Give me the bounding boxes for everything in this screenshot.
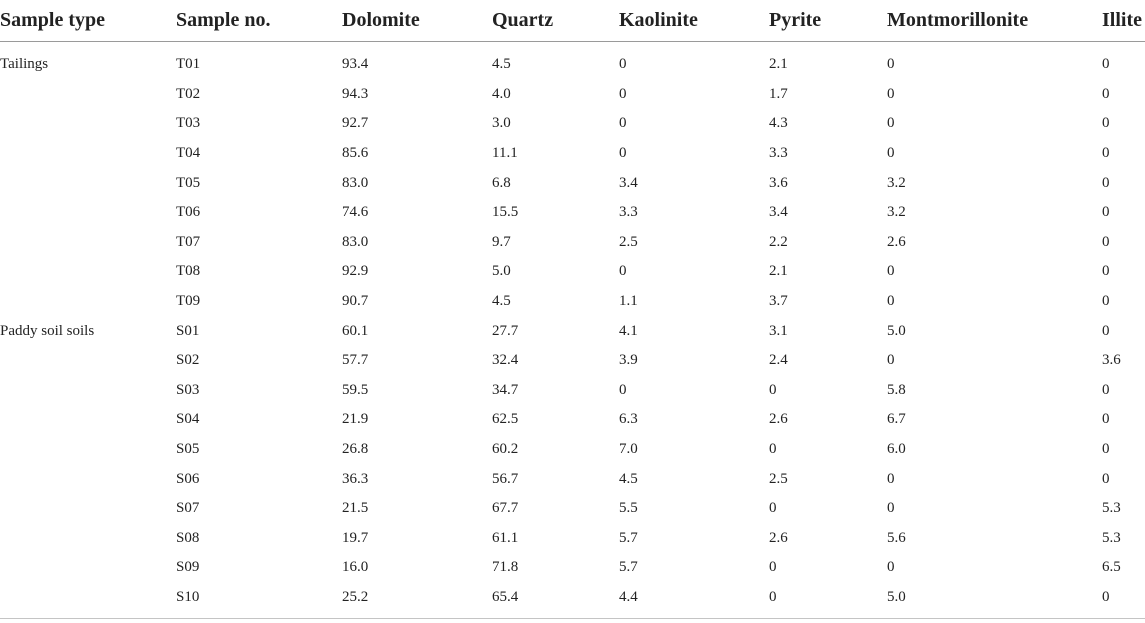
column-header-sample-type: Sample type xyxy=(0,9,105,31)
cell-pyrite: 2.6 xyxy=(769,529,788,546)
cell-montmorillonite: 5.0 xyxy=(887,322,906,339)
cell-dolomite: 19.7 xyxy=(342,529,369,546)
cell-pyrite: 0 xyxy=(769,441,777,458)
cell-pyrite: 0 xyxy=(769,588,777,605)
table-row xyxy=(0,376,1145,406)
cell-dolomite: 21.5 xyxy=(342,500,369,517)
cell-quartz: 67.7 xyxy=(492,500,519,517)
cell-quartz: 34.7 xyxy=(492,381,519,398)
cell-pyrite: 3.4 xyxy=(769,204,788,221)
cell-sample-no: T04 xyxy=(176,145,201,162)
cell-illite: 0 xyxy=(1102,381,1110,398)
cell-illite: 0 xyxy=(1102,115,1110,132)
cell-illite: 0 xyxy=(1102,204,1110,221)
cell-pyrite: 1.7 xyxy=(769,85,788,102)
cell-kaolinite: 4.1 xyxy=(619,322,638,339)
cell-pyrite: 0 xyxy=(769,381,777,398)
cell-sample-no: T03 xyxy=(176,115,201,132)
table-row xyxy=(0,42,1145,80)
cell-kaolinite: 5.5 xyxy=(619,500,638,517)
cell-quartz: 61.1 xyxy=(492,529,519,546)
cell-pyrite: 2.4 xyxy=(769,352,788,369)
cell-kaolinite: 5.7 xyxy=(619,559,638,576)
cell-montmorillonite: 3.2 xyxy=(887,174,906,191)
cell-montmorillonite: 0 xyxy=(887,115,895,132)
table-row xyxy=(0,435,1145,465)
cell-dolomite: 93.4 xyxy=(342,56,369,73)
cell-kaolinite: 3.3 xyxy=(619,204,638,221)
cell-kaolinite: 0 xyxy=(619,85,627,102)
table-row xyxy=(0,583,1145,619)
column-header-dolomite: Dolomite xyxy=(342,9,420,31)
cell-sample-type xyxy=(0,405,176,435)
cell-illite: 0 xyxy=(1102,470,1110,487)
column-header-pyrite: Pyrite xyxy=(769,9,822,31)
cell-montmorillonite: 3.2 xyxy=(887,204,906,221)
cell-illite: 0 xyxy=(1102,263,1110,280)
cell-sample-type xyxy=(0,257,176,287)
table-row xyxy=(0,346,1145,376)
cell-sample-no: S02 xyxy=(176,352,200,369)
cell-dolomite: 36.3 xyxy=(342,470,369,487)
cell-dolomite: 90.7 xyxy=(342,293,369,310)
cell-illite: 0 xyxy=(1102,233,1110,250)
column-header-illite: Illite xyxy=(1102,9,1142,31)
cell-dolomite: 92.9 xyxy=(342,263,369,280)
cell-quartz: 6.8 xyxy=(492,174,511,191)
cell-sample-type xyxy=(0,346,176,376)
cell-sample-no: S10 xyxy=(176,588,200,605)
cell-pyrite: 4.3 xyxy=(769,115,788,132)
table-row xyxy=(0,228,1145,258)
table-row xyxy=(0,464,1145,494)
cell-montmorillonite: 5.0 xyxy=(887,588,906,605)
cell-sample-no: S03 xyxy=(176,381,200,398)
cell-sample-no: T01 xyxy=(176,56,201,73)
cell-kaolinite: 0 xyxy=(619,381,627,398)
cell-pyrite: 2.1 xyxy=(769,263,788,280)
table-header-row xyxy=(0,0,1145,42)
cell-sample-type: Paddy soil soils xyxy=(0,322,95,339)
cell-dolomite: 25.2 xyxy=(342,588,369,605)
cell-sample-no: T09 xyxy=(176,293,201,310)
table-row xyxy=(0,494,1145,524)
cell-sample-type xyxy=(0,464,176,494)
cell-sample-type xyxy=(0,228,176,258)
cell-dolomite: 21.9 xyxy=(342,411,369,428)
cell-kaolinite: 0 xyxy=(619,263,627,280)
cell-kaolinite: 4.5 xyxy=(619,470,638,487)
cell-kaolinite: 0 xyxy=(619,115,627,132)
cell-quartz: 4.0 xyxy=(492,85,511,102)
cell-kaolinite: 1.1 xyxy=(619,293,638,310)
cell-dolomite: 92.7 xyxy=(342,115,369,132)
table-row xyxy=(0,316,1145,346)
cell-pyrite: 2.5 xyxy=(769,470,788,487)
cell-illite: 0 xyxy=(1102,56,1110,73)
cell-dolomite: 26.8 xyxy=(342,441,369,458)
cell-pyrite: 3.1 xyxy=(769,322,788,339)
cell-kaolinite: 4.4 xyxy=(619,588,638,605)
cell-illite: 6.5 xyxy=(1102,559,1121,576)
cell-pyrite: 2.2 xyxy=(769,233,788,250)
cell-illite: 3.6 xyxy=(1102,352,1121,369)
cell-dolomite: 16.0 xyxy=(342,559,369,576)
cell-quartz: 56.7 xyxy=(492,470,519,487)
cell-kaolinite: 3.9 xyxy=(619,352,638,369)
cell-pyrite: 0 xyxy=(769,500,777,517)
cell-sample-type xyxy=(0,139,176,169)
cell-kaolinite: 6.3 xyxy=(619,411,638,428)
cell-quartz: 71.8 xyxy=(492,559,519,576)
cell-dolomite: 74.6 xyxy=(342,204,369,221)
cell-quartz: 11.1 xyxy=(492,145,518,162)
cell-pyrite: 3.6 xyxy=(769,174,788,191)
cell-sample-type xyxy=(0,80,176,110)
cell-sample-no: T06 xyxy=(176,204,201,221)
cell-montmorillonite: 5.6 xyxy=(887,529,906,546)
cell-sample-type xyxy=(0,109,176,139)
cell-dolomite: 57.7 xyxy=(342,352,369,369)
cell-quartz: 9.7 xyxy=(492,233,511,250)
cell-quartz: 4.5 xyxy=(492,293,511,310)
cell-pyrite: 3.3 xyxy=(769,145,788,162)
table-row xyxy=(0,198,1145,228)
cell-montmorillonite: 2.6 xyxy=(887,233,906,250)
table-row xyxy=(0,139,1145,169)
cell-montmorillonite: 0 xyxy=(887,293,895,310)
cell-kaolinite: 2.5 xyxy=(619,233,638,250)
cell-montmorillonite: 6.7 xyxy=(887,411,906,428)
cell-sample-type xyxy=(0,494,176,524)
table-row xyxy=(0,168,1145,198)
cell-kaolinite: 5.7 xyxy=(619,529,638,546)
cell-montmorillonite: 6.0 xyxy=(887,441,906,458)
cell-sample-type xyxy=(0,435,176,465)
cell-sample-no: S04 xyxy=(176,411,200,428)
cell-sample-type xyxy=(0,198,176,228)
cell-sample-no: S07 xyxy=(176,500,200,517)
cell-quartz: 62.5 xyxy=(492,411,519,428)
cell-pyrite: 2.1 xyxy=(769,56,788,73)
cell-sample-type xyxy=(0,287,176,317)
cell-quartz: 60.2 xyxy=(492,441,519,458)
cell-illite: 0 xyxy=(1102,588,1110,605)
cell-quartz: 32.4 xyxy=(492,352,519,369)
cell-illite: 5.3 xyxy=(1102,529,1121,546)
cell-montmorillonite: 0 xyxy=(887,85,895,102)
cell-sample-no: T05 xyxy=(176,174,201,191)
cell-pyrite: 0 xyxy=(769,559,777,576)
cell-illite: 0 xyxy=(1102,411,1110,428)
cell-sample-no: T08 xyxy=(176,263,201,280)
cell-montmorillonite: 0 xyxy=(887,559,895,576)
cell-illite: 0 xyxy=(1102,85,1110,102)
cell-montmorillonite: 0 xyxy=(887,470,895,487)
cell-sample-type xyxy=(0,524,176,554)
cell-dolomite: 83.0 xyxy=(342,174,369,191)
cell-sample-type xyxy=(0,168,176,198)
table-body xyxy=(0,42,1145,619)
cell-dolomite: 59.5 xyxy=(342,381,369,398)
cell-kaolinite: 0 xyxy=(619,145,627,162)
column-header-sample-no: Sample no. xyxy=(176,9,271,31)
cell-illite: 0 xyxy=(1102,145,1110,162)
cell-sample-type: Tailings xyxy=(0,56,49,73)
cell-quartz: 15.5 xyxy=(492,204,519,221)
cell-sample-no: S09 xyxy=(176,559,200,576)
cell-illite: 0 xyxy=(1102,441,1110,458)
cell-dolomite: 60.1 xyxy=(342,322,369,339)
cell-sample-no: T07 xyxy=(176,233,201,250)
cell-montmorillonite: 0 xyxy=(887,145,895,162)
cell-sample-no: S05 xyxy=(176,441,200,458)
cell-dolomite: 94.3 xyxy=(342,85,369,102)
cell-sample-no: S01 xyxy=(176,322,200,339)
cell-montmorillonite: 5.8 xyxy=(887,381,906,398)
cell-montmorillonite: 0 xyxy=(887,263,895,280)
cell-sample-no: S06 xyxy=(176,470,200,487)
cell-pyrite: 2.6 xyxy=(769,411,788,428)
cell-illite: 0 xyxy=(1102,293,1110,310)
table-row xyxy=(0,80,1145,110)
cell-sample-no: S08 xyxy=(176,529,200,546)
cell-dolomite: 83.0 xyxy=(342,233,369,250)
cell-dolomite: 85.6 xyxy=(342,145,369,162)
cell-quartz: 5.0 xyxy=(492,263,511,280)
table-row xyxy=(0,109,1145,139)
table-row xyxy=(0,405,1145,435)
cell-sample-no: T02 xyxy=(176,85,201,102)
cell-quartz: 4.5 xyxy=(492,56,511,73)
cell-kaolinite: 3.4 xyxy=(619,174,638,191)
cell-kaolinite: 0 xyxy=(619,56,627,73)
cell-sample-type xyxy=(0,583,176,619)
cell-pyrite: 3.7 xyxy=(769,293,788,310)
cell-illite: 5.3 xyxy=(1102,500,1121,517)
cell-montmorillonite: 0 xyxy=(887,352,895,369)
cell-montmorillonite: 0 xyxy=(887,500,895,517)
table-row xyxy=(0,257,1145,287)
column-header-quartz: Quartz xyxy=(492,9,554,31)
cell-quartz: 3.0 xyxy=(492,115,511,132)
column-header-kaolinite: Kaolinite xyxy=(619,9,698,31)
table-row xyxy=(0,287,1145,317)
table-row xyxy=(0,553,1145,583)
table-row xyxy=(0,524,1145,554)
cell-quartz: 65.4 xyxy=(492,588,519,605)
column-header-montmorillonite: Montmorillonite xyxy=(887,9,1029,31)
cell-sample-type xyxy=(0,553,176,583)
cell-illite: 0 xyxy=(1102,322,1110,339)
cell-kaolinite: 7.0 xyxy=(619,441,638,458)
cell-montmorillonite: 0 xyxy=(887,56,895,73)
cell-quartz: 27.7 xyxy=(492,322,519,339)
cell-sample-type xyxy=(0,376,176,406)
cell-illite: 0 xyxy=(1102,174,1110,191)
